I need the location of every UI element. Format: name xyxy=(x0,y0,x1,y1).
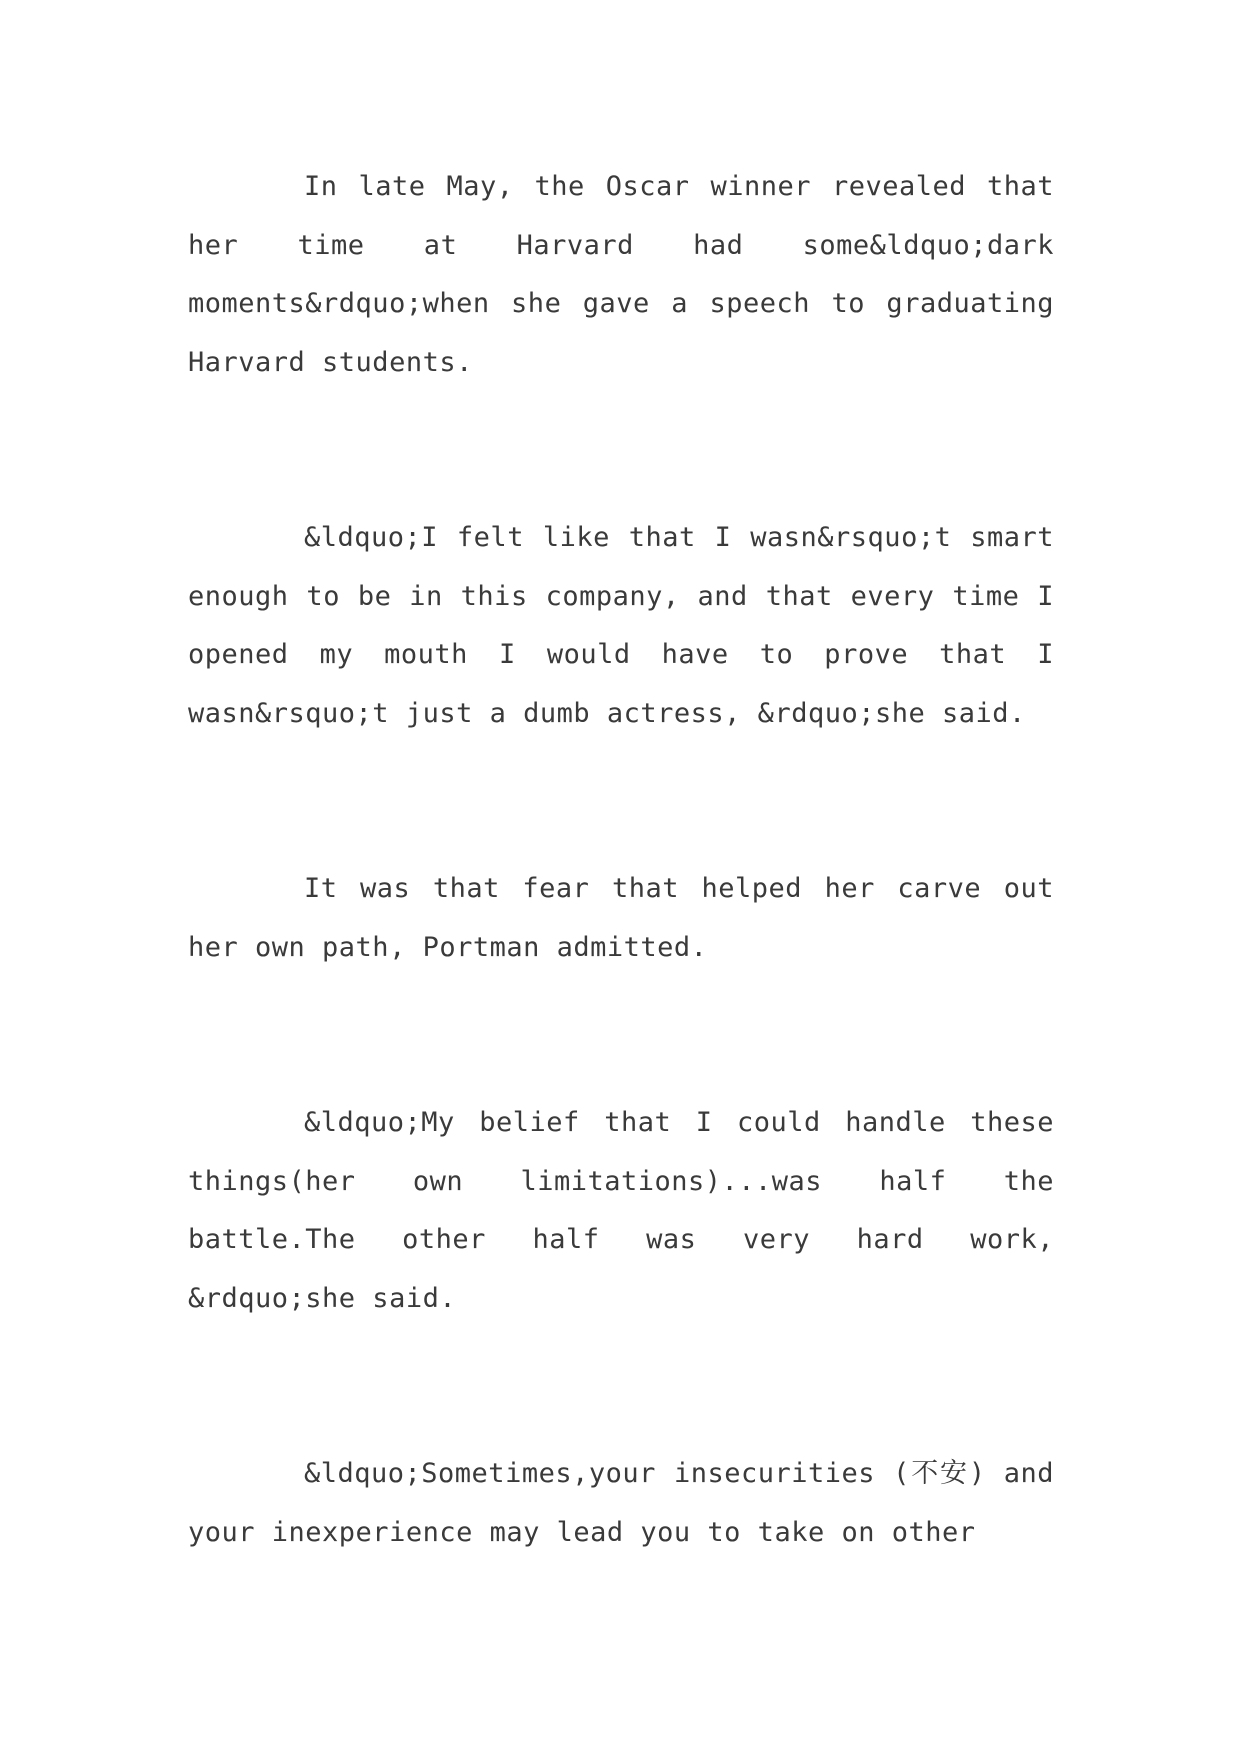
paragraph: &ldquo;I felt like that I wasn&rsquo;t smart enough to be in this company, and that every time I opened my mouth I would have to prove that I wasn&rsquo;t just a dumb actress, &rdquo;she said. xyxy=(188,522,1054,729)
paragraph: &ldquo;My belief that I could handle these things(her own limitations)...was half the battle.The other half was very hard work, &rdquo;she said. xyxy=(188,1107,1054,1314)
paragraph: &ldquo;Sometimes,your insecurities (不安) and your inexperience may lead you to take on other xyxy=(188,1458,1054,1548)
paragraph: It was that fear that helped her carve out her own path, Portman admitted. xyxy=(188,873,1054,963)
paragraph: In late May, the Oscar winner revealed that her time at Harvard had some&ldquo;dark moments&rdquo;when she gave a speech to graduating Harvard students. xyxy=(188,171,1054,378)
